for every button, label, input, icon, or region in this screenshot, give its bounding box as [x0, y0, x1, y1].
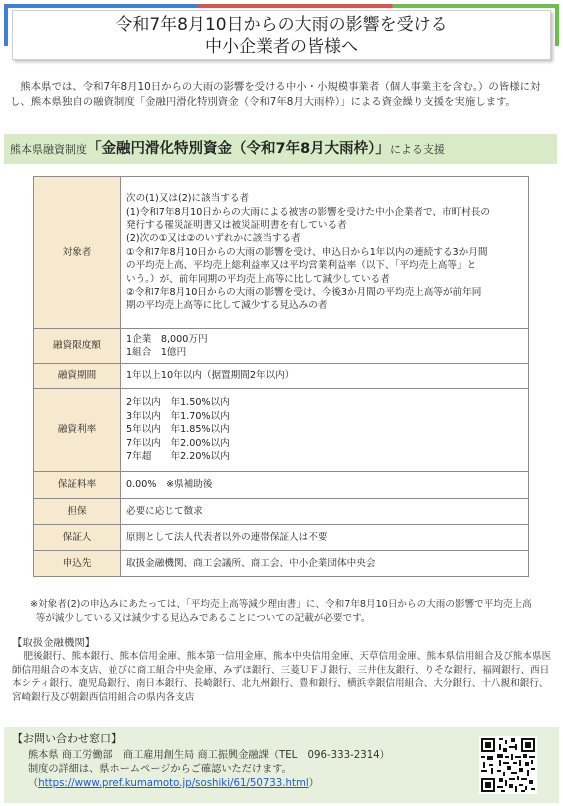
rate-line: 7年超 年2.20%以内	[126, 451, 230, 463]
limit-line: 1組合 1億円	[126, 347, 187, 358]
target-line: の平均売上高、平均売上総利益率又は平均営業利益率（以下、「平均売上高等」と	[126, 260, 477, 272]
header-side-bar-left	[4, 4, 8, 46]
prefecture-link[interactable]: https://www.pref.kumamoto.jp/soshiki/61/50733.html	[38, 778, 309, 789]
table-row	[34, 389, 529, 472]
row-value-limit	[121, 329, 529, 364]
banks-heading: 【取扱金融機関】	[12, 637, 96, 649]
loan-terms-table	[33, 176, 529, 577]
row-value-target	[121, 177, 529, 329]
row-value-fee: 0.00% ※県補助後	[121, 472, 529, 499]
banks-list: 肥後銀行、熊本銀行、熊本信用金庫、熊本第一信用金庫、熊本中央信用金庫、天草信用金庫、熊本県信用組合及び熊本県医師信用組合の本支店、並びに商工組合中央金庫、みずほ銀行、三菱ＵＦＪ銀行、三井住友銀行、りそな銀行、福岡銀行、西日本シティ銀行、鹿児島銀行、南日本銀行、長崎銀行、北九州銀行、豊和銀行、横浜幸銀信用組合、大分銀行、十八親和銀行、宮崎銀行及び朝銀西信用組合の県内各支店	[12, 651, 552, 704]
row-label-guarantor: 保証人	[34, 525, 121, 551]
row-value-apply: 取扱金融機関、商工会議所、商工会、中小企業団体中央会	[121, 551, 529, 577]
row-label-target: 対象者	[34, 177, 121, 329]
rate-line: 5年以内 年1.85%以内	[126, 424, 230, 436]
qr-code-icon[interactable]	[479, 736, 537, 794]
intro-paragraph: 熊本県では、令和7年8月10日からの大雨の影響を受ける中小・小規模事業者（個人事業主を含む。）の皆様に対し、熊本県独自の融資制度「金融円滑化特別資金（令和7年8月大雨枠）」による資金繰り支援を実施します。	[10, 81, 541, 108]
target-line: 期の平均売上高等に比して減少する見込みの者	[126, 300, 328, 312]
rate-line: 7年以内 年2.00%以内	[126, 437, 230, 449]
row-value-rate	[121, 389, 529, 472]
rate-line: 3年以内 年1.70%以内	[126, 410, 230, 422]
title-box	[12, 10, 551, 60]
row-label-collateral: 担保	[34, 499, 121, 525]
target-line: (2)次の①又は②のいずれかに該当する者	[126, 233, 301, 245]
link-paren-close: ）	[308, 778, 319, 789]
title-line-1: 令和7年8月10日からの大雨の影響を受ける	[115, 15, 448, 35]
band-program-name: 「金融円滑化特別資金（令和7年8月大雨枠）」	[87, 141, 390, 157]
program-band	[4, 134, 557, 164]
table-row	[34, 364, 529, 389]
row-value-collateral: 必要に応じて徴求	[121, 499, 529, 525]
table-row	[34, 551, 529, 577]
row-label-apply: 申込先	[34, 551, 121, 577]
row-label-term: 融資期間	[34, 364, 121, 389]
limit-line: 1企業 8,000万円	[126, 333, 208, 345]
footnote: ※対象者(2)の申込みにあたっては、「平均売上高等減少理由書」に、令和7年8月10日からの大雨の影響で平均売上高等が減少している又は減少する見込みであることについての記載が必要です。	[30, 599, 532, 624]
header-side-bar-right	[555, 4, 559, 46]
contact-office: 熊本県 商工労働部 商工雇用創生局 商工振興金融課（TEL 096-333-2314）	[28, 750, 390, 761]
target-line: (1)令和7年8月10日からの大雨による被害の影響を受けた中小企業者で、市町村長の	[126, 206, 490, 218]
target-line: 発行する罹災証明書又は被災証明書を有している者	[126, 219, 347, 231]
rate-line: 2年以内 年1.50%以内	[126, 397, 230, 409]
row-value-term: 1年以上10年以内（据置期間2年以内）	[121, 364, 529, 389]
table-row	[34, 472, 529, 499]
title-line-2: 中小企業者の皆様へ	[205, 37, 358, 57]
contact-link-line	[28, 777, 319, 791]
target-line: 次の(1)又は(2)に該当する者	[126, 193, 250, 205]
contact-heading: 【お問い合わせ窓口】	[12, 732, 122, 745]
row-label-limit: 融資限度額	[34, 329, 121, 364]
table-row	[34, 499, 529, 525]
target-line: いう。）が、前年同期の平均売上高等に比して減少している者	[126, 273, 390, 285]
row-value-guarantor: 原則として法人代表者以外の連帯保証人は不要	[121, 525, 529, 551]
band-prefix: 熊本県融資制度	[10, 143, 87, 156]
target-line: ②令和7年8月10日からの大雨の影響を受け、今後3か月間の平均売上高等が前年同	[126, 287, 482, 299]
contact-box	[4, 727, 559, 803]
table-row	[34, 329, 529, 364]
link-paren-open: （	[28, 778, 39, 789]
contact-details-note: 制度の詳細は、県ホームページからご確認いただけます。	[28, 764, 292, 775]
page-title	[13, 14, 550, 58]
table-row	[34, 177, 529, 329]
band-suffix: による支援	[389, 143, 445, 156]
row-label-fee: 保証料率	[34, 472, 121, 499]
page-header	[4, 4, 559, 68]
header-color-bar	[4, 4, 559, 8]
row-label-rate: 融資利率	[34, 389, 121, 472]
target-line: ①令和7年8月10日からの大雨の影響を受け、申込日から1年以内の連続する3か月間	[126, 246, 488, 258]
table-row	[34, 525, 529, 551]
